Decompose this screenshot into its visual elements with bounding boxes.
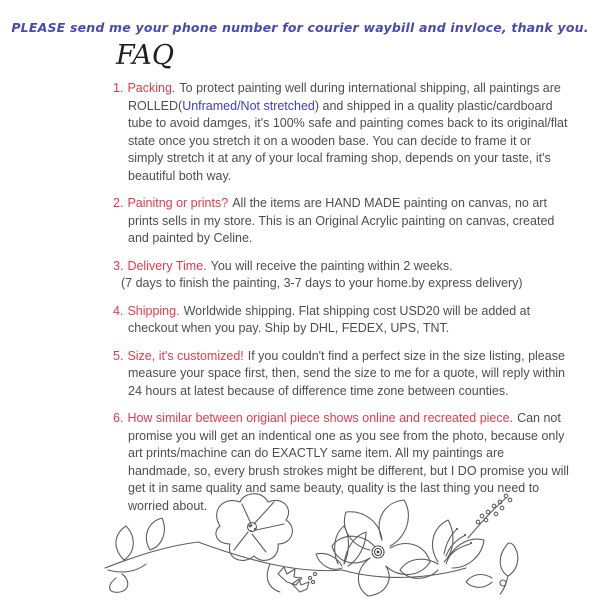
faq-list	[113, 80, 569, 525]
floral-line-art-illustration	[102, 486, 522, 600]
item-heading: Painitng or prints?	[127, 196, 229, 210]
item-body: ) and shipped in a quality plastic/cardboard tube to avoid damges, it's 100% safe and painting comes back to its original/flat state once you stretch it on a wooden base. You can decide to frame it or simply stretch it at any of your local framing shop, depends on your taste, it's beautiful both way.	[128, 98, 568, 183]
item-heading: Size, it's customized!	[127, 348, 244, 363]
delivery-note: (7 days to finish the painting, 3-7 days to your home.by express delivery)	[121, 276, 523, 290]
item-number: 2.	[113, 196, 124, 210]
faq-item-packing	[113, 80, 569, 185]
item-body: All the items are HAND MADE painting on canvas, no art prints sells in my store. This is an Original Acrylic painting on canvas, created and painted by Celine.	[128, 196, 555, 245]
item-heading: Shipping.	[127, 303, 180, 318]
item-number: 4.	[113, 303, 124, 318]
faq-item-size-customized	[113, 348, 569, 401]
item-number: 6.	[113, 411, 124, 425]
item-number: 5.	[113, 348, 124, 363]
item-body: You will receive the painting within 2 weeks.	[210, 258, 453, 273]
item-body: If you couldn't find a perfect size in the size listing, please measure your space first, then, send the size to me for a quote, will reply within 24 hours at latest because of difference time zone between counties.	[128, 348, 566, 398]
faq-item-shipping	[113, 303, 569, 338]
item-body: To protect painting well during international shipping, all paintings are ROLLED(	[128, 81, 561, 113]
item-number: 3.	[113, 258, 124, 273]
faq-item-delivery-time	[113, 258, 569, 293]
item-heading: Delivery Time.	[127, 258, 207, 273]
item-heading: Packing.	[127, 81, 176, 95]
item-body: Can not promise you will get an indentical one as you see from the photo, because only art prints/machine can do EXACTLY same item. All my paintings are handmade, so, every brush strokes might be different, but I DO promise you will get it in same quality and same beauty, quality is the last thing you need to worried about.	[128, 411, 569, 513]
item-number: 1.	[113, 81, 124, 95]
unframed-highlight: Unframed/Not stretched	[182, 98, 315, 113]
seller-notice: PLEASE send me your phone number for courier waybill and invloce, thank you.	[11, 20, 589, 35]
item-heading: How similar between origianl piece shows online and recreated piece.	[127, 411, 514, 425]
page-title: FAQ	[116, 40, 175, 71]
item-body: Worldwide shipping. Flat shipping cost USD20 will be added at checkout when you pay. Ship by DHL, FEDEX, UPS, TNT.	[128, 303, 531, 335]
faq-item-painting-or-prints	[113, 195, 569, 248]
